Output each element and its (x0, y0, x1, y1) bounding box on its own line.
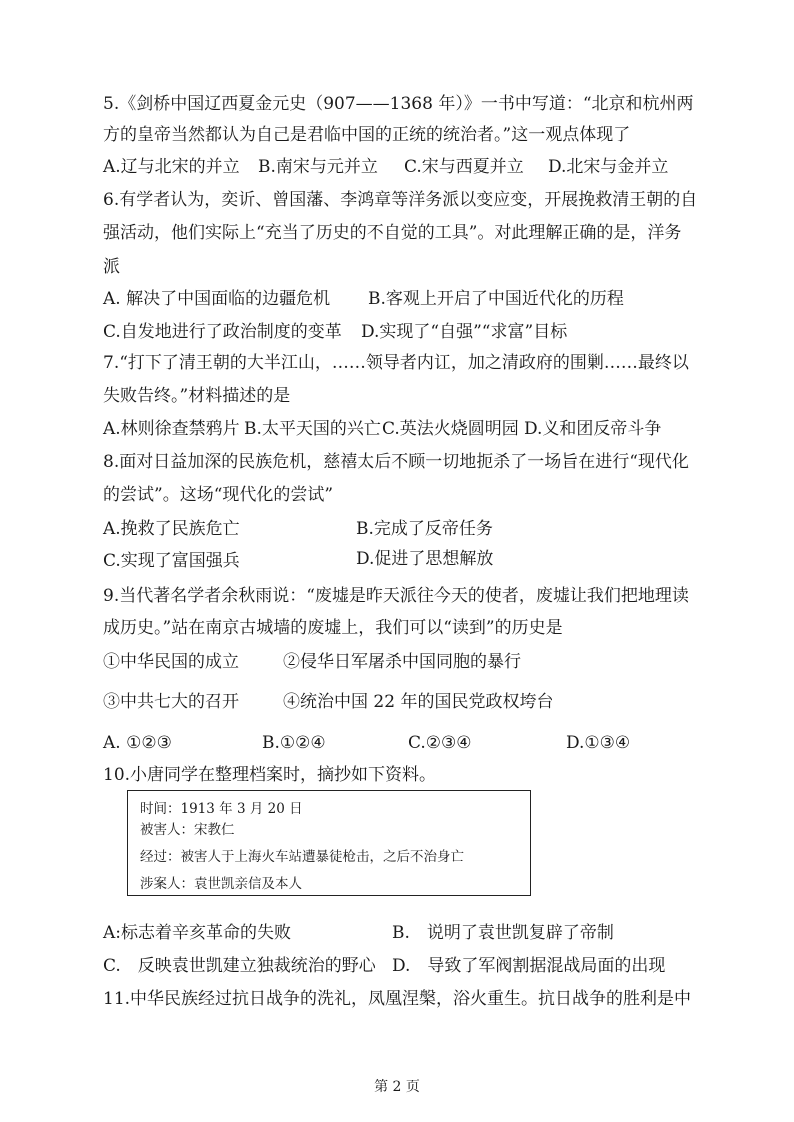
q7-option-d: D.义和团反帝斗争 (524, 419, 662, 439)
q6-option-b: B.客观上开启了中国近代化的历程 (368, 289, 624, 309)
q10-stem-line1: 10.小唐同学在整理档案时，摘抄如下资料。 (103, 765, 437, 785)
record-suspect: 涉案人：袁世凯亲信及本人 (140, 876, 302, 892)
q8-stem-line1: 8.面对日益加深的民族危机，慈禧太后不顾一切地扼杀了一场旨在进行“现代化 (103, 452, 689, 472)
q9-stem-line2: 成历史。”站在南京古城墙的废墟上，我们可以“读到”的历史是 (103, 618, 563, 638)
record-time: 时间：1913 年 3 月 20 日 (140, 801, 303, 817)
q8-option-a: A.挽救了民族危亡 (103, 519, 240, 539)
q10-option-a: A:标志着辛亥革命的失败 (103, 923, 292, 943)
q7-option-a: A.林则徐查禁鸦片 (103, 419, 240, 439)
q9-option-d: D.①③④ (566, 733, 631, 753)
q6-option-a: A. 解决了中国面临的边疆危机 (103, 289, 331, 309)
q7-stem-line2: 失败告终。”材料描述的是 (103, 386, 291, 406)
q9-item-1: ①中华民国的成立 (103, 652, 239, 672)
q9-item-4: ④统治中国 22 年的国民党政权垮台 (283, 692, 554, 712)
q10-option-b: B. 说明了袁世凯复辟了帝制 (392, 923, 614, 943)
q10-option-d: D. 导致了军阀割据混战局面的出现 (392, 956, 666, 976)
q5-option-a: A.辽与北宋的并立 (103, 157, 240, 177)
q7-stem-line1: 7.“打下了清王朝的大半江山，……领导者内讧，加之清政府的围剿……最终以 (103, 353, 689, 373)
q9-option-c: C.②③④ (408, 733, 472, 753)
q11-stem-line1: 11.中华民族经过抗日战争的洗礼，凤凰涅槃，浴火重生。抗日战争的胜利是中 (103, 989, 692, 1009)
q5-stem-line1: 5.《剑桥中国辽西夏金元史（907——1368 年）》一书中写道：“北京和杭州两 (103, 94, 694, 114)
q5-option-c: C.宋与西夏并立 (404, 157, 524, 177)
q6-option-d: D.实现了“自强”“求富”目标 (361, 322, 568, 342)
q8-option-d: D.促进了思想解放 (356, 549, 494, 569)
q8-option-b: B.完成了反帝任务 (356, 519, 493, 539)
q6-option-c: C.自发地进行了政治制度的变革 (103, 322, 342, 342)
q9-option-a: A. ①②③ (103, 733, 172, 753)
q8-stem-line2: 的尝试”。这场“现代化的尝试” (103, 485, 334, 505)
q9-stem-line1: 9.当代著名学者余秋雨说：“废墟是昨天派往今天的使者，废墟让我们把地理读 (103, 586, 689, 606)
q5-stem-line2: 方的皇帝当然都认为自己是君临中国的正统的统治者。”这一观点体现了 (103, 125, 631, 145)
q9-item-3: ③中共七大的召开 (103, 692, 239, 712)
q9-item-2: ②侵华日军屠杀中国同胞的暴行 (283, 652, 521, 672)
q5-option-b: B.南宋与元并立 (258, 157, 378, 177)
q7-option-b: B.太平天国的兴亡 (244, 419, 381, 439)
q10-option-c: C. 反映袁世凯建立独裁统治的野心 (103, 956, 376, 976)
q8-option-c: C.实现了富国强兵 (103, 551, 240, 571)
q9-option-b: B.①②④ (262, 733, 326, 753)
q5-option-d: D.北宋与金并立 (548, 157, 669, 177)
q7-option-c: C.英法火烧圆明园 (382, 419, 519, 439)
record-process: 经过：被害人于上海火车站遭暴徒枪击，之后不治身亡 (140, 849, 464, 865)
record-victim: 被害人：宋教仁 (140, 822, 235, 838)
q6-stem-line1: 6.有学者认为，奕䜣、曾国藩、李鸿章等洋务派以变应变，开展挽救清王朝的自 (103, 190, 698, 210)
page-number: 第 2 页 (374, 1079, 420, 1095)
archive-record-box (127, 790, 531, 896)
q6-stem-line3: 派 (103, 257, 120, 277)
q6-stem-line2: 强活动，他们实际上“充当了历史的不自觉的工具”。对此理解正确的是，洋务 (103, 223, 682, 243)
